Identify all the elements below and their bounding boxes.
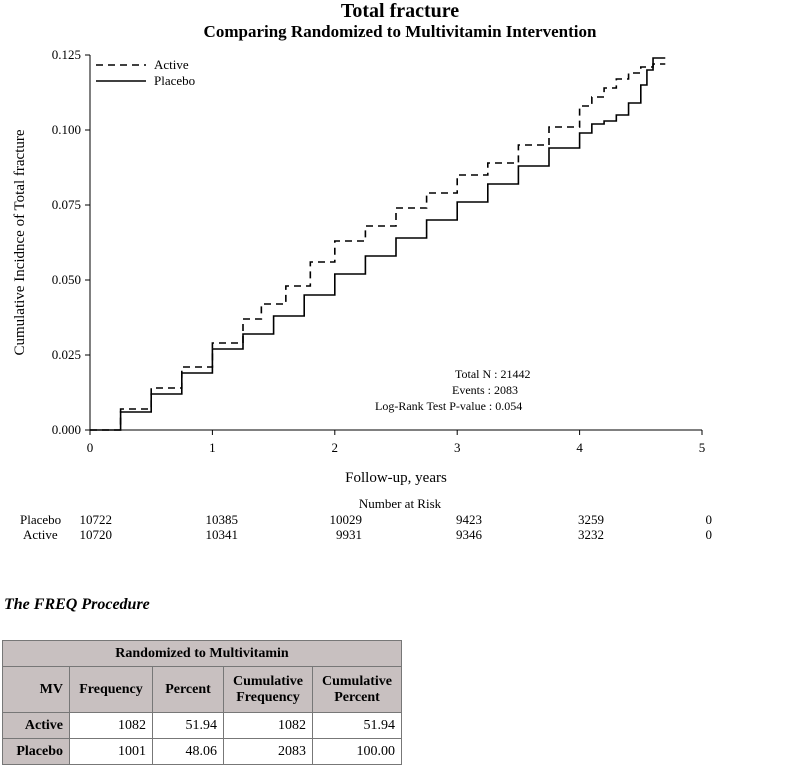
risk-value: 0 bbox=[705, 527, 712, 542]
column-header: Percent bbox=[153, 667, 224, 713]
chart-axes bbox=[12, 47, 705, 486]
freq-table-caption: Randomized to Multivitamin bbox=[3, 641, 402, 667]
freq-procedure-title: The FREQ Procedure bbox=[4, 596, 150, 613]
risk-value: 9423 bbox=[456, 512, 482, 527]
risk-value: 10029 bbox=[329, 512, 362, 527]
legend-label: Placebo bbox=[154, 73, 196, 88]
risk-value: 3259 bbox=[578, 512, 604, 527]
risk-value: 10341 bbox=[205, 527, 238, 542]
risk-row bbox=[0, 512, 711, 528]
table-row bbox=[3, 713, 402, 739]
x-tick-label: 4 bbox=[576, 440, 583, 455]
stat-annotation: Total N : 21442 bbox=[455, 367, 531, 381]
x-tick-label: 1 bbox=[209, 440, 216, 455]
table-cell: 2083 bbox=[224, 739, 313, 765]
y-tick-label: 0.000 bbox=[51, 422, 81, 437]
x-tick-label: 3 bbox=[453, 440, 461, 455]
chart-annotations bbox=[375, 367, 531, 413]
y-axis-label: Cumulative Incidnce of Total fracture bbox=[12, 129, 28, 356]
risk-value: 0 bbox=[705, 512, 712, 527]
risk-value: 10385 bbox=[205, 512, 238, 527]
chart-legend bbox=[96, 57, 195, 88]
stat-annotation: Events : 2083 bbox=[452, 383, 518, 397]
column-header: Cumulative Frequency bbox=[224, 667, 313, 713]
table-row bbox=[3, 739, 402, 765]
table-cell: 1082 bbox=[70, 713, 153, 739]
table-cell: 51.94 bbox=[153, 713, 224, 739]
series-line-active bbox=[90, 64, 665, 430]
y-tick-label: 0.125 bbox=[51, 47, 81, 62]
risk-value: 9931 bbox=[336, 527, 362, 542]
risk-value: 9346 bbox=[456, 527, 482, 542]
y-tick-label: 0.075 bbox=[51, 197, 81, 212]
y-tick-label: 0.100 bbox=[51, 122, 81, 137]
risk-value: 10722 bbox=[79, 512, 112, 527]
x-tick-label: 5 bbox=[698, 440, 706, 455]
column-header: Cumulative Percent bbox=[313, 667, 402, 713]
risk-value: 10720 bbox=[79, 527, 112, 542]
table-cell: 100.00 bbox=[313, 739, 402, 765]
freq-table bbox=[2, 640, 402, 765]
risk-row-label: Placebo bbox=[20, 512, 62, 527]
y-tick-label: 0.050 bbox=[51, 272, 81, 287]
chart-subtitle: Comparing Randomized to Multivitamin Intervention bbox=[203, 22, 597, 41]
risk-value: 3232 bbox=[578, 527, 604, 542]
stat-annotation: Log-Rank Test P-value : 0.054 bbox=[375, 399, 523, 413]
chart-title: Total fracture bbox=[340, 0, 460, 22]
row-label: Active bbox=[3, 713, 70, 739]
x-tick-label: 0 bbox=[86, 440, 94, 455]
column-header: Frequency bbox=[70, 667, 153, 713]
risk-table-title: Number at Risk bbox=[358, 496, 442, 511]
risk-row-label: Active bbox=[23, 527, 58, 542]
y-tick-label: 0.025 bbox=[51, 347, 81, 362]
series-layer bbox=[90, 58, 665, 430]
risk-row bbox=[0, 527, 711, 543]
table-cell: 1082 bbox=[224, 713, 313, 739]
column-header: MV bbox=[3, 667, 70, 713]
x-tick-label: 2 bbox=[331, 440, 339, 455]
row-label: Placebo bbox=[3, 739, 70, 765]
table-cell: 48.06 bbox=[153, 739, 224, 765]
legend-label: Active bbox=[154, 57, 189, 72]
x-axis-label: Follow-up, years bbox=[345, 470, 447, 486]
table-cell: 51.94 bbox=[313, 713, 402, 739]
table-cell: 1001 bbox=[70, 739, 153, 765]
